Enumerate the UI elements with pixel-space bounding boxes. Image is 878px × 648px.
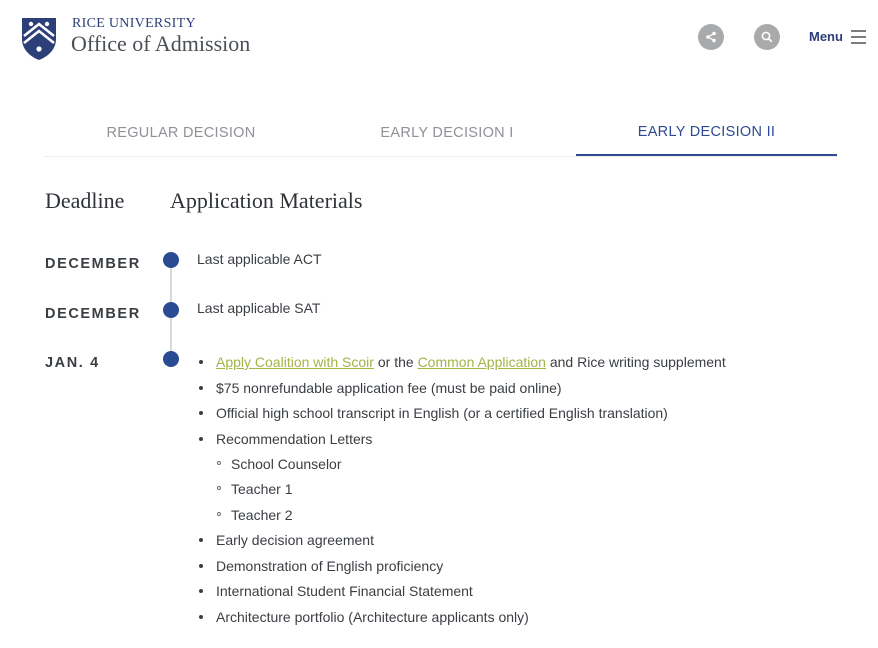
brand-university[interactable]: RICE UNIVERSITY [72,16,196,31]
deadline-date: DECEMBER [45,256,141,272]
brand-office-title[interactable]: Office of Admission [71,31,251,56]
decision-tabs [44,110,837,157]
list-item-text: and Rice writing supplement [545,354,726,370]
list-item-text: or the [373,354,418,370]
list-item: Demonstration of English proficiency [197,556,857,582]
tab-early-decision-1[interactable]: EARLY DECISION I [380,125,514,141]
timeline-dot [163,351,179,367]
timeline-dot [163,252,179,268]
jan4-materials-list [197,352,857,632]
recommenders-list [216,454,857,531]
materials-heading: Application Materials [170,188,363,213]
list-item: Early decision agreement [197,530,857,556]
common-app-link[interactable]: Common Application [417,354,546,370]
deadline-date: DECEMBER [45,306,141,322]
sub-list-item: School Counselor [216,454,857,480]
site-header [0,0,878,80]
deadline-heading: Deadline [45,188,125,213]
menu-button[interactable]: Menu [809,29,843,44]
search-icon [761,31,773,43]
timeline-connector [170,268,172,302]
list-item [197,352,857,378]
tab-early-decision-2[interactable]: EARLY DECISION II [576,110,837,156]
deadline-date: JAN. 4 [45,355,100,371]
share-icon [705,31,717,43]
coalition-scoir-link[interactable]: Apply Coalition with Scoir [216,354,374,370]
share-button[interactable] [698,24,724,50]
search-button[interactable] [754,24,780,50]
timeline-connector [170,318,172,352]
rice-shield-logo[interactable] [20,15,58,61]
list-item: International Student Financial Statement [197,581,857,607]
material-item: Last applicable SAT [197,300,321,316]
list-item: Official high school transcript in English (or a certified English translation) [197,403,857,429]
list-item-text: Recommendation Letters [216,430,373,447]
material-item: Last applicable ACT [197,251,322,267]
sub-list-item: Teacher 2 [216,505,857,531]
tab-regular-decision[interactable]: REGULAR DECISION [106,125,256,141]
list-item: $75 nonrefundable application fee (must be paid online) [197,378,857,404]
list-item: Architecture portfolio (Architecture applicants only) [197,607,857,633]
list-item [197,429,857,531]
hamburger-icon[interactable] [851,30,866,44]
timeline-dot [163,302,179,318]
sub-list-item: Teacher 1 [216,479,857,505]
